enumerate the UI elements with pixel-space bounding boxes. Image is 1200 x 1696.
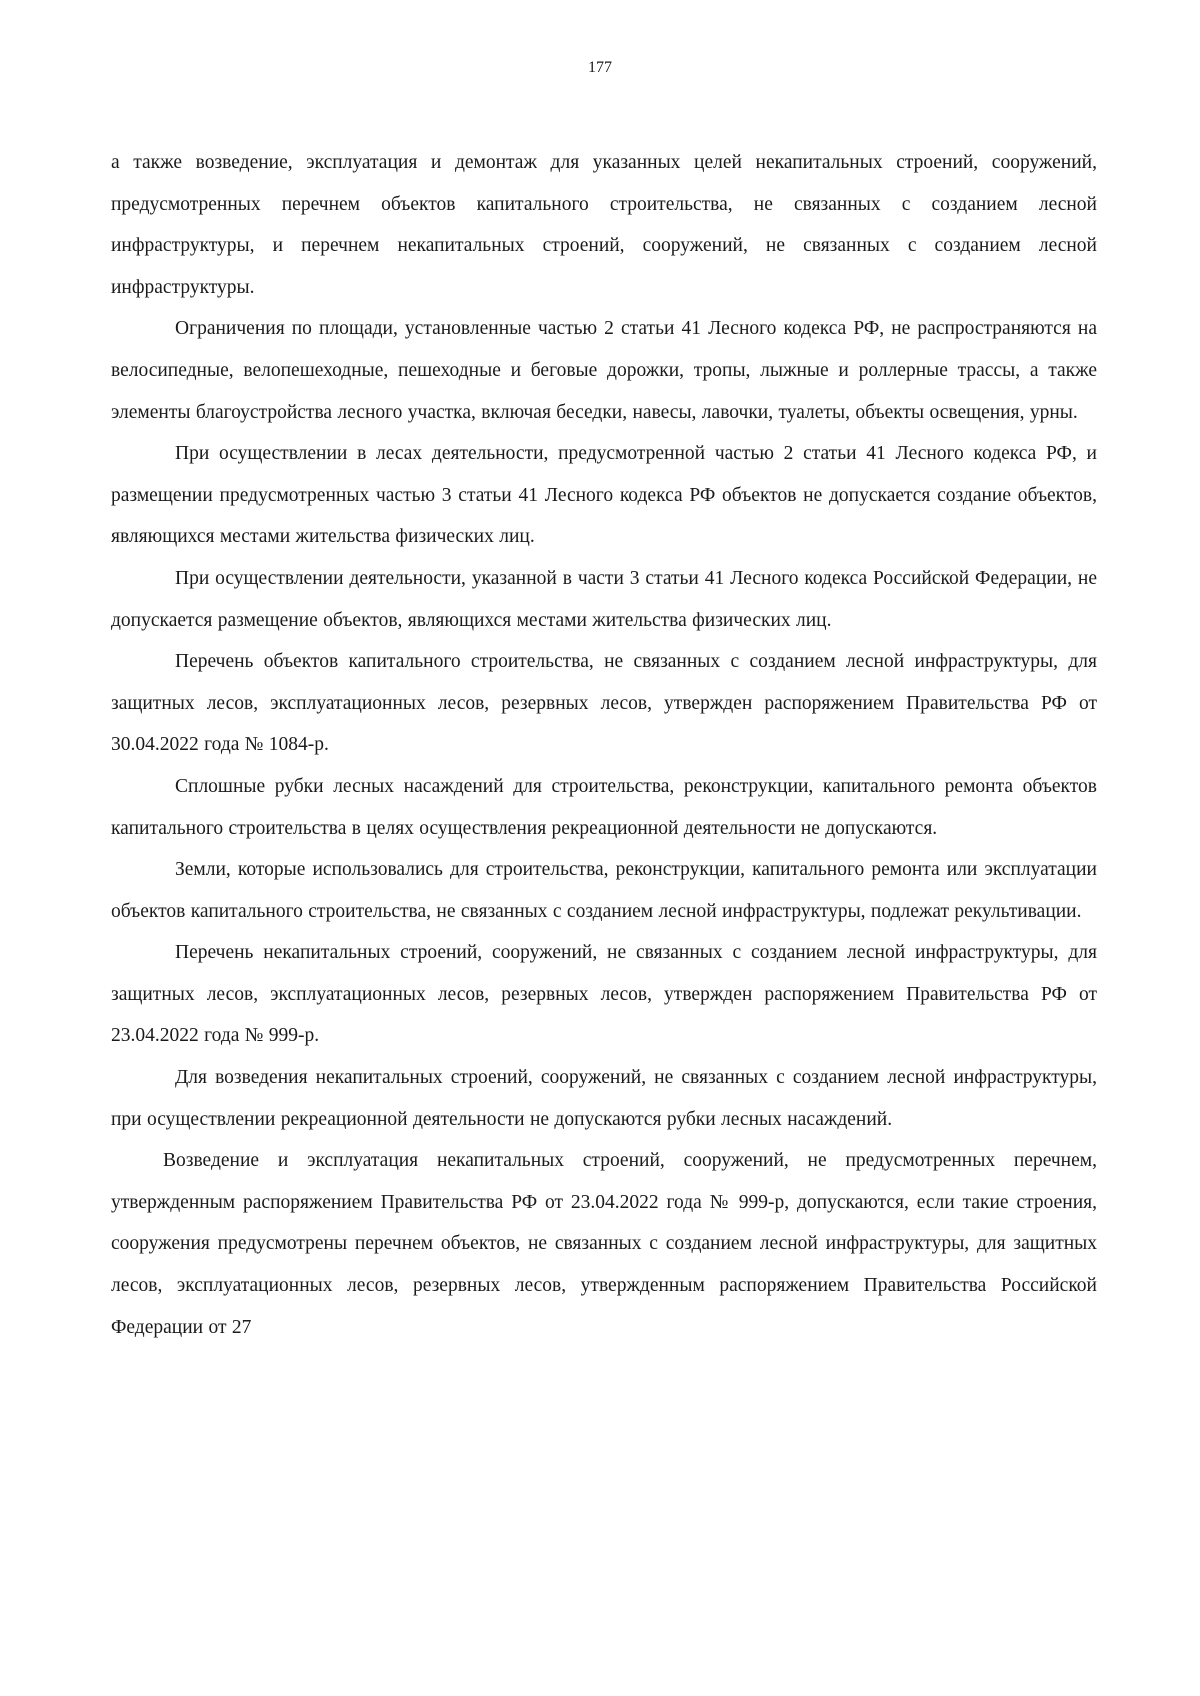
paragraph-10: Возведение и эксплуатация некапитальных строений, сооружений, не предусмотренных перечнем, утвержденным распоряжением Правительства РФ от 23.04.2022 года № 999-р, допускаются, если такие строения, сооружения предусмотрены перечнем объектов, не связанных с созданием лесной инфраструктуры, для защитных лесов, эксплуатационных лесов, резервных лесов, утвержденным распоряжением Правительства Российской Федерации от 27: [111, 1150, 1097, 1338]
paragraph-7: Земли, которые использовались для строительства, реконструкции, капитального ремонта или эксплуатации объектов капитального строительства, не связанных с созданием лесной инфраструктуры, подлежат рекультивации.: [111, 859, 1097, 922]
paragraph-1: а также возведение, эксплуатация и демонтаж для указанных целей некапитальных строений, сооружений, предусмотренных перечнем объектов капитального строительства, не связанных с созданием лесной инфраструктуры, и перечнем некапитальных строений, сооружений, не связанных с созданием лесной инфраструктуры.: [111, 152, 1097, 298]
paragraph-9: Для возведения некапитальных строений, сооружений, не связанных с созданием лесной инфраструктуры, при осуществлении рекреационной деятельности не допускаются рубки лесных насаждений.: [111, 1067, 1097, 1130]
document-body: [111, 142, 1097, 1348]
paragraph-3: При осуществлении в лесах деятельности, предусмотренной частью 2 статьи 41 Лесного кодекса РФ, и размещении предусмотренных частью 3 статьи 41 Лесного кодекса РФ объектов не допускается создание объектов, являющихся местами жительства физических лиц.: [111, 443, 1097, 548]
paragraph-5: Перечень объектов капитального строительства, не связанных с созданием лесной инфраструктуры, для защитных лесов, эксплуатационных лесов, резервных лесов, утвержден распоряжением Правительства РФ от 30.04.2022 года № 1084-р.: [111, 651, 1097, 756]
page-number: 177: [588, 59, 612, 76]
paragraph-6: Сплошные рубки лесных насаждений для строительства, реконструкции, капитального ремонта объектов капитального строительства в целях осуществления рекреационной деятельности не допускаются.: [111, 775, 1097, 839]
paragraph-8: Перечень некапитальных строений, сооружений, не связанных с созданием лесной инфраструктуры, для защитных лесов, эксплуатационных лесов, резервных лесов, утвержден распоряжением Правительства РФ от 23.04.2022 года № 999-р.: [111, 942, 1097, 1047]
paragraph-4: При осуществлении деятельности, указанной в части 3 статьи 41 Лесного кодекса Российской Федерации, не допускается размещение объектов, являющихся местами жительства физических лиц.: [111, 567, 1097, 631]
paragraph-2: Ограничения по площади, установленные частью 2 статьи 41 Лесного кодекса РФ, не распространяются на велосипедные, велопешеходные, пешеходные и беговые дорожки, тропы, лыжные и роллерные трассы, а также элементы благоустройства лесного участка, включая беседки, навесы, лавочки, туалеты, объекты освещения, урны.: [111, 318, 1097, 423]
